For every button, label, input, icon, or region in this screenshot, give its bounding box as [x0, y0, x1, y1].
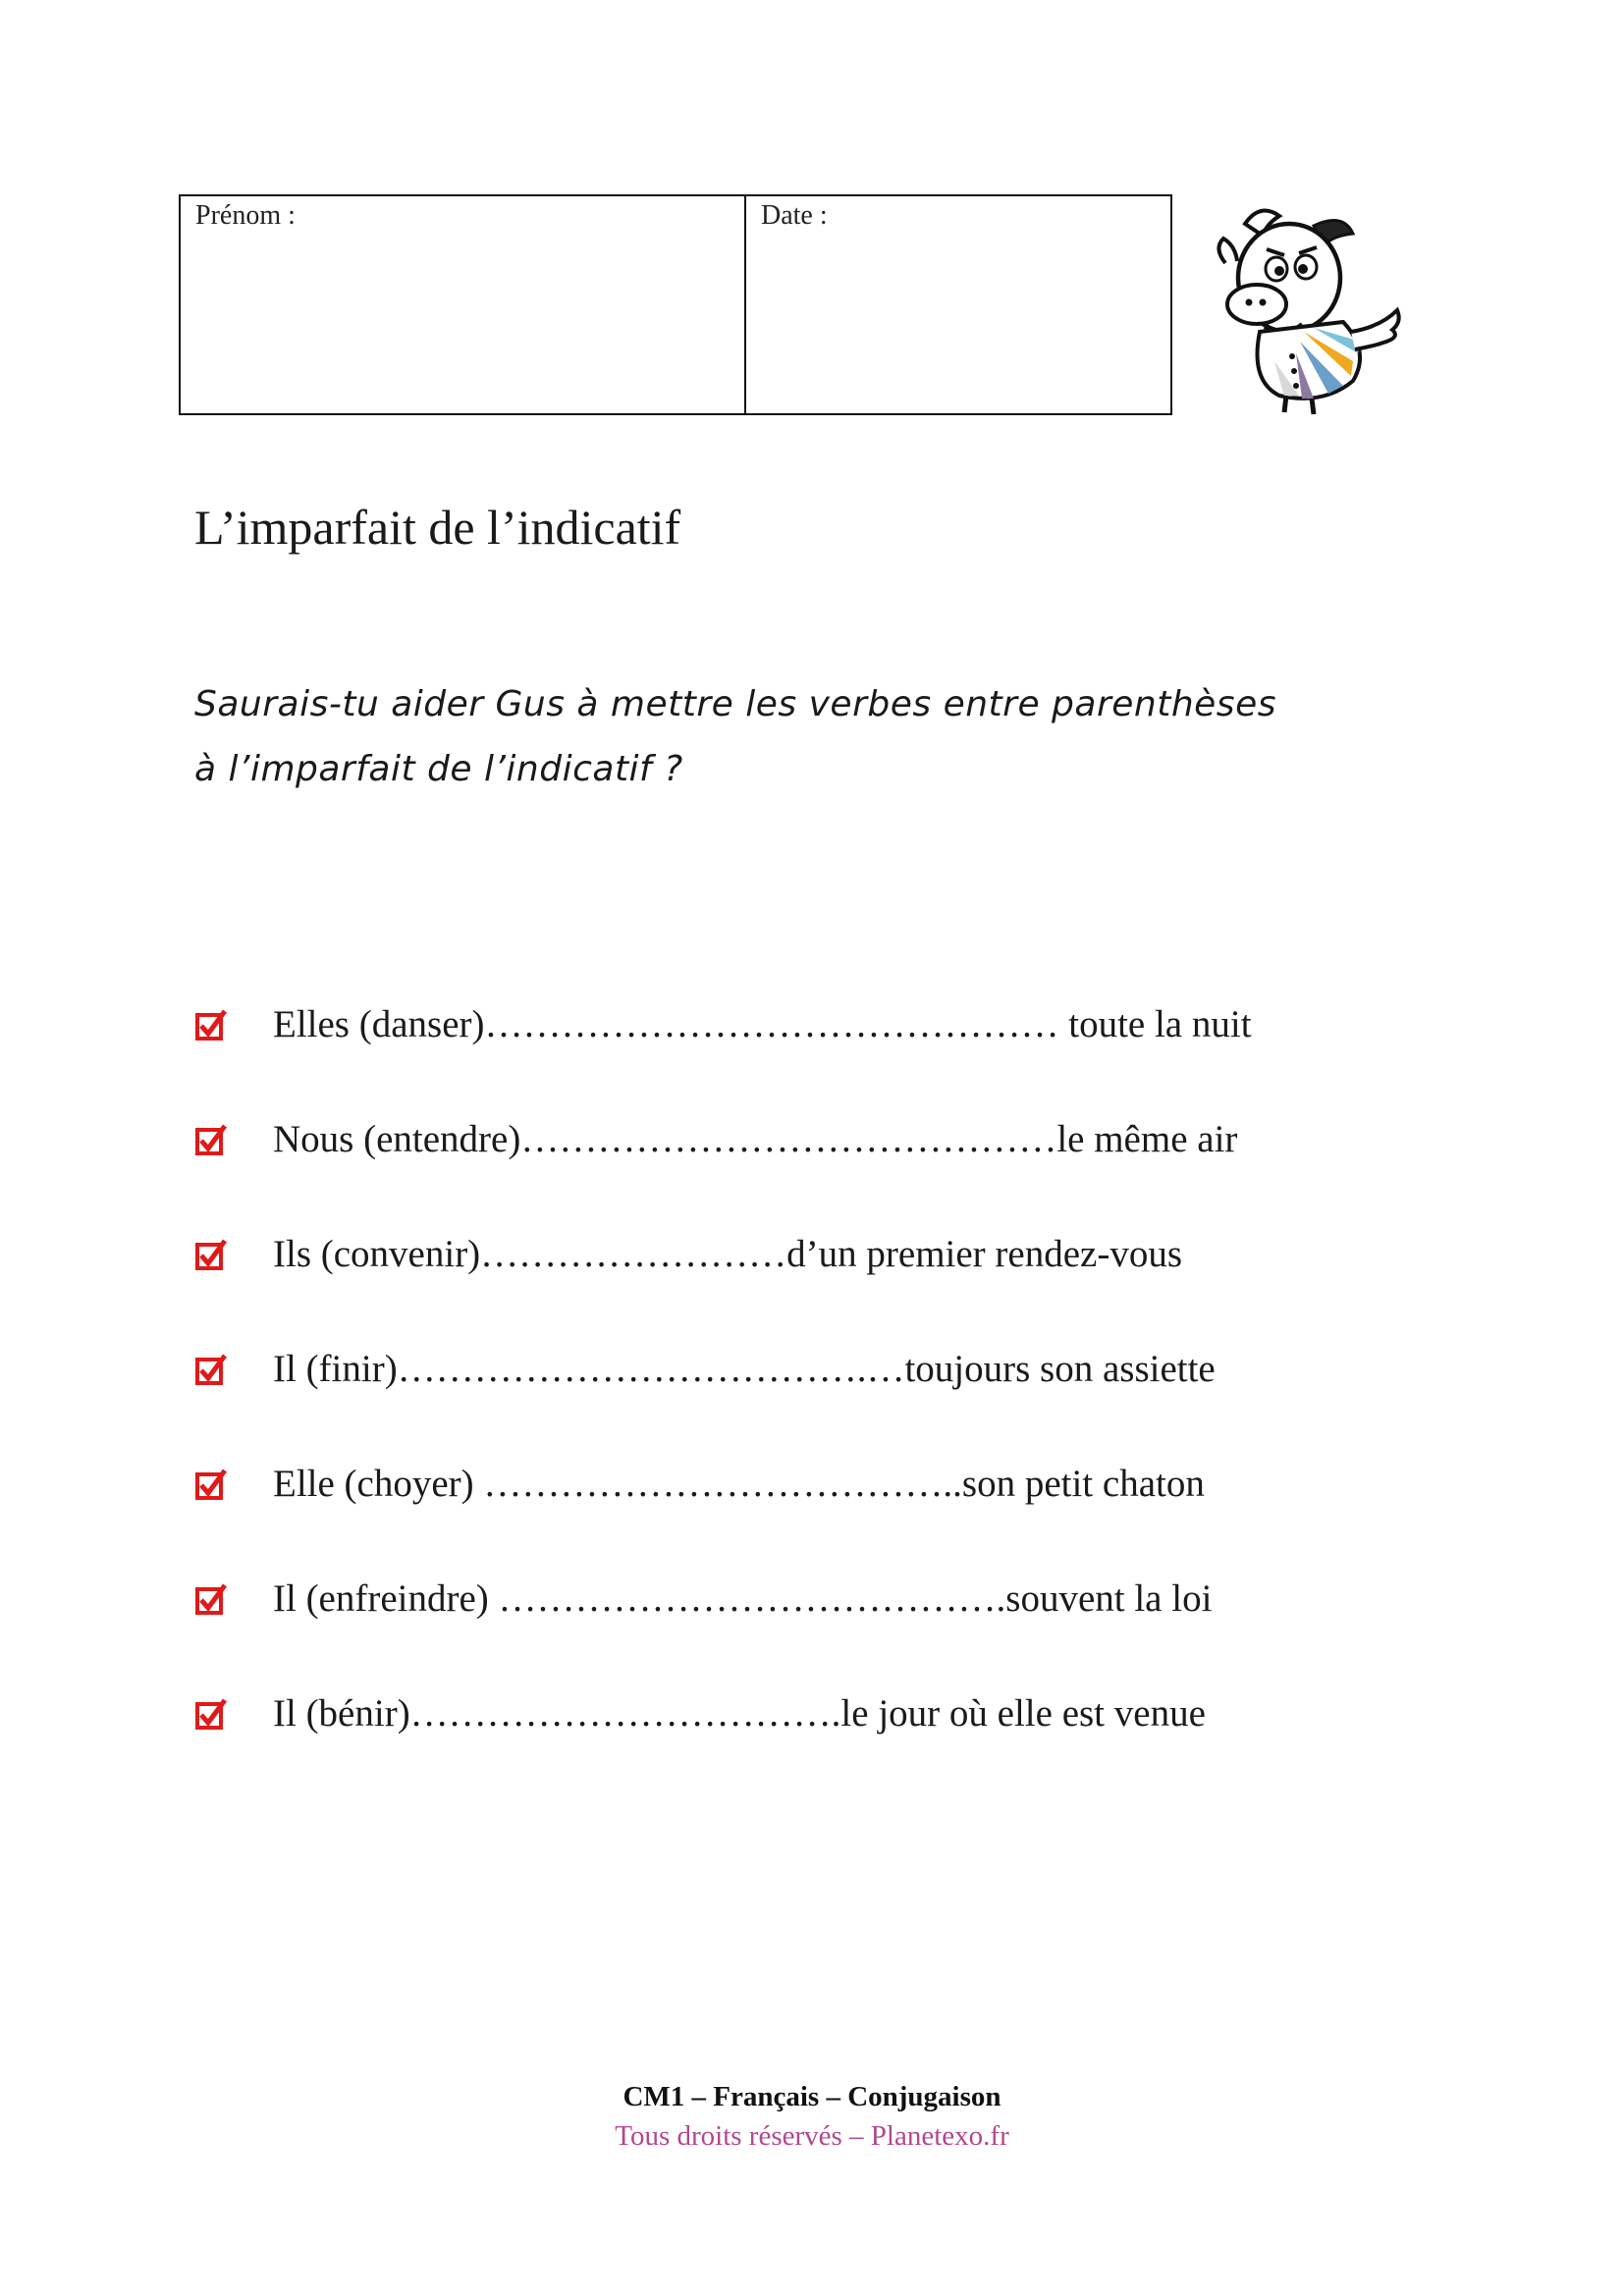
exercise-item: [194, 1082, 1252, 1197]
checkbox-checked-icon: [194, 1582, 228, 1616]
exercise-sentence: Nous (entendre)……………………………………le même air: [273, 1118, 1238, 1160]
checkbox-checked-icon: [194, 1353, 228, 1386]
gus-mascot-icon: [1206, 194, 1417, 415]
exercise-sentence: Ils (convenir)……………………d’un premier rendez-vous: [273, 1233, 1183, 1275]
page-title: L’imparfait de l’indicatif: [194, 500, 681, 555]
date-label: Date :: [761, 200, 828, 231]
exercise-list: [194, 967, 1252, 1771]
checkbox-checked-icon: [194, 1008, 228, 1041]
exercise-item: [194, 967, 1252, 1082]
exercise-item: [194, 1311, 1252, 1426]
name-field[interactable]: [181, 196, 746, 413]
checkbox-checked-icon: [194, 1697, 228, 1731]
exercise-item: [194, 1541, 1252, 1656]
instruction-line-1: Saurais-tu aider Gus à mettre les verbes entre parenthèses: [194, 684, 1276, 724]
student-info-table: [179, 194, 1172, 415]
name-label: Prénom :: [195, 200, 296, 231]
instruction-line-2: à l’imparfait de l’indicatif ?: [194, 749, 683, 789]
checkbox-checked-icon: [194, 1468, 228, 1501]
date-field[interactable]: [746, 196, 1170, 413]
exercise-sentence: Elles (danser)……………………………………… toute la nuit: [273, 1003, 1252, 1045]
checkbox-checked-icon: [194, 1238, 228, 1271]
exercise-sentence: Il (bénir)…………………………….le jour où elle est venue: [273, 1692, 1206, 1735]
exercise-item: [194, 1656, 1252, 1771]
footer-copyright: Tous droits réservés – Planetexo.fr: [615, 2120, 1009, 2152]
footer-subject: CM1 – Français – Conjugaison: [623, 2081, 1001, 2112]
checkbox-checked-icon: [194, 1123, 228, 1156]
exercise-item: [194, 1197, 1252, 1311]
exercise-sentence: Il (enfreindre) ………………………………….souvent la loi: [273, 1577, 1213, 1620]
exercise-sentence: Il (finir)……………………………….…toujours son assiette: [273, 1348, 1216, 1390]
page-footer: [0, 2077, 1624, 2156]
instruction-text: [194, 672, 1471, 802]
exercise-item: [194, 1426, 1252, 1541]
exercise-sentence: Elle (choyer) ………………………………..son petit chaton: [273, 1463, 1205, 1505]
